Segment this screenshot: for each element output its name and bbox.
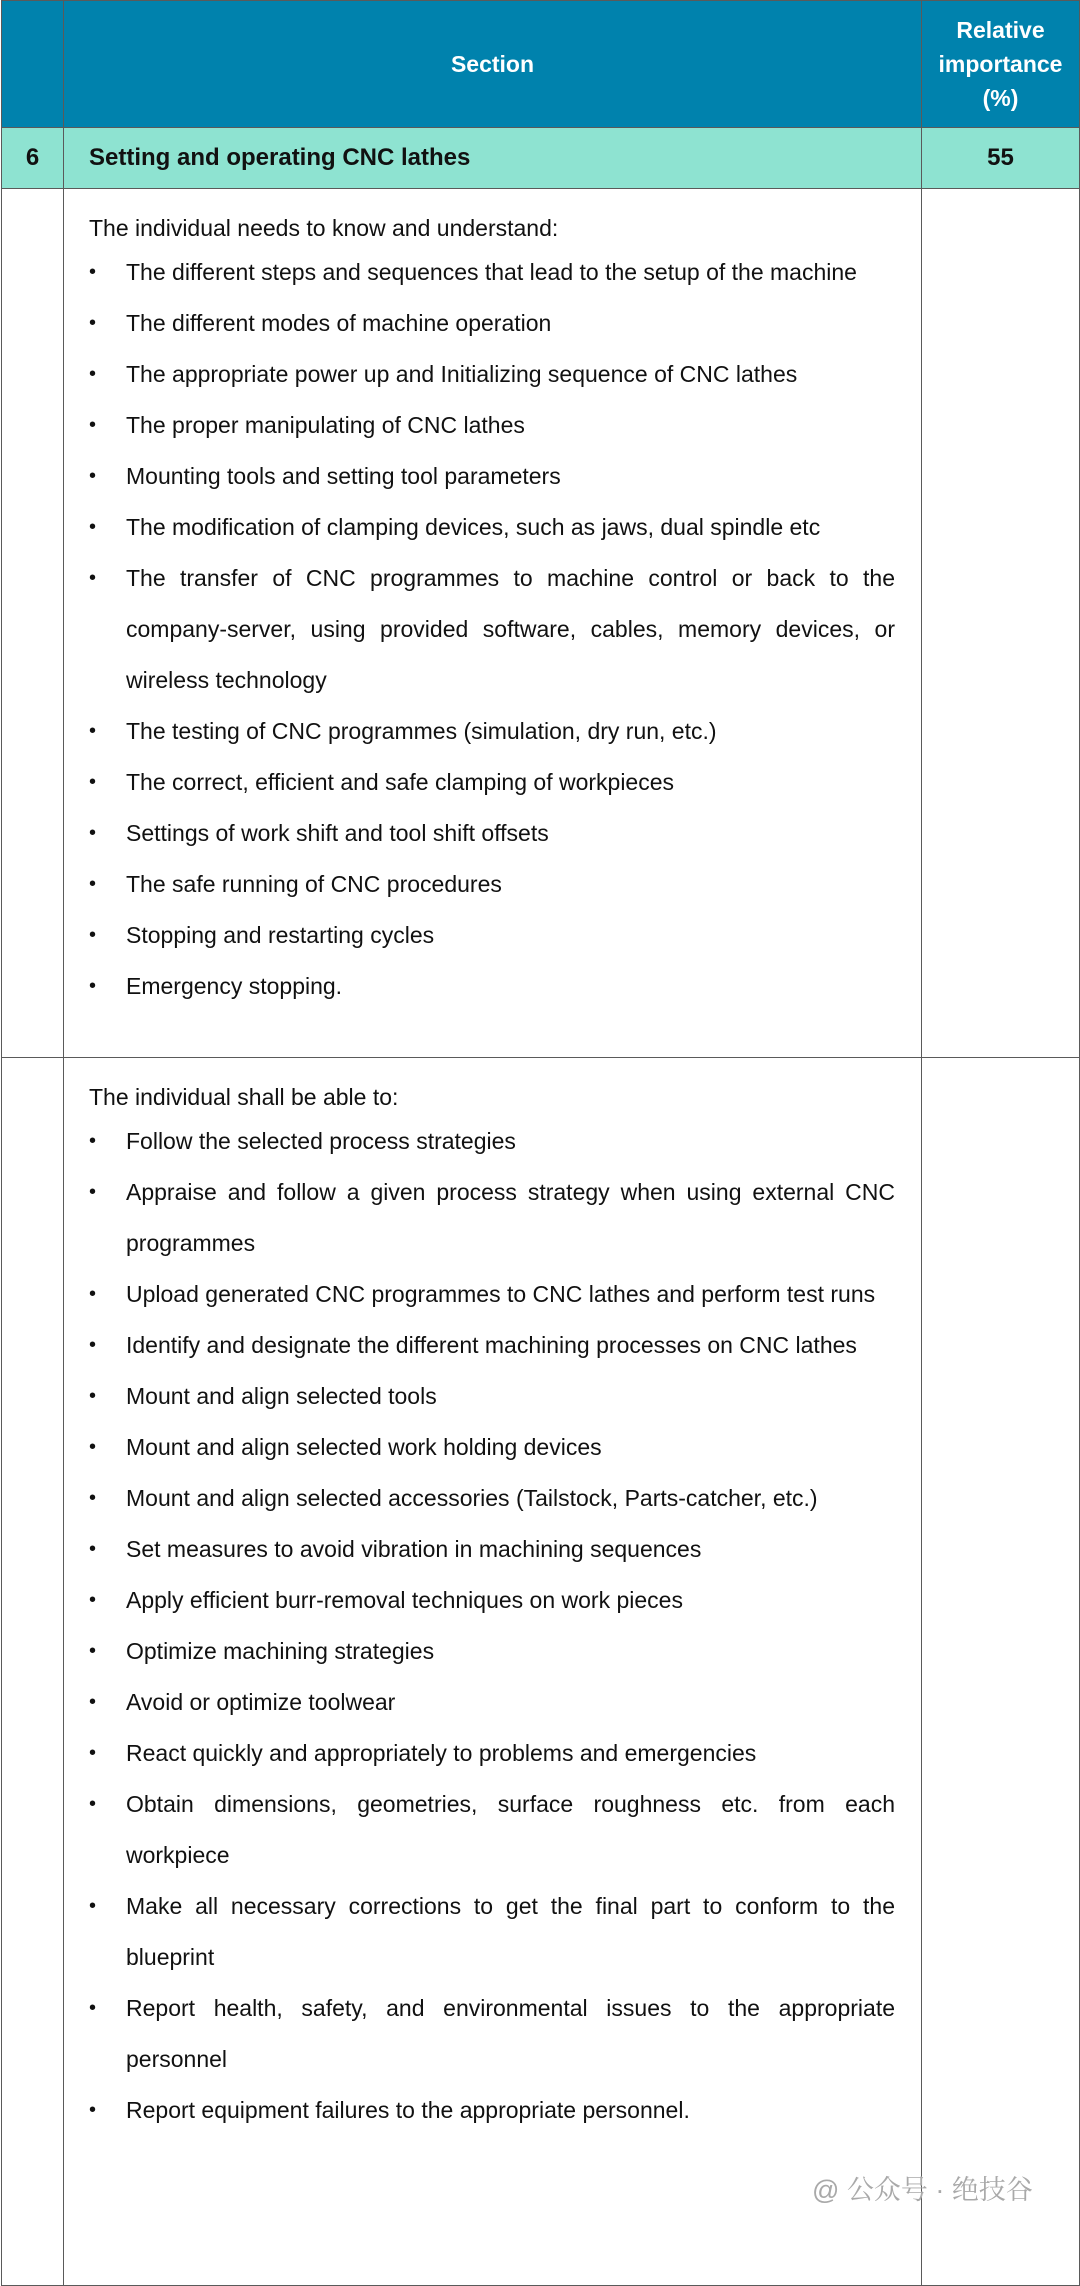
header-row: [2, 1, 1080, 128]
list-item: • The proper manipulating of CNC lathes: [89, 400, 895, 451]
list-item: • Stopping and restarting cycles: [89, 910, 895, 961]
list-item: • The correct, efficient and safe clamping of workpieces: [89, 757, 895, 808]
list-item: • The testing of CNC programmes (simulation, dry run, etc.): [89, 706, 895, 757]
abilities-list: [89, 1116, 895, 2136]
list-item: • The different modes of machine operation: [89, 298, 895, 349]
section-number: 6: [2, 128, 64, 189]
knowledge-row: [2, 189, 1080, 1058]
header-importance-line2: importance: [938, 51, 1063, 77]
abilities-number-cell: [2, 1058, 64, 2286]
list-item: • Mount and align selected work holding devices: [89, 1422, 895, 1473]
list-item: • Emergency stopping.: [89, 961, 895, 1012]
list-item: • React quickly and appropriately to problems and emergencies: [89, 1728, 895, 1779]
list-item: • The transfer of CNC programmes to machine control or back to the company-server, using provided software, cables, memory devices, or wireless technology: [89, 553, 895, 706]
list-item: • Report health, safety, and environmental issues to the appropriate personnel: [89, 1983, 895, 2085]
list-item: • Identify and designate the different machining processes on CNC lathes: [89, 1320, 895, 1371]
watermark: @ 公众号 · 绝技谷: [812, 2175, 1033, 2205]
list-item: • Avoid or optimize toolwear: [89, 1677, 895, 1728]
list-item: • Report equipment failures to the appropriate personnel.: [89, 2085, 895, 2136]
section-row: [2, 128, 1080, 189]
list-item: • Set measures to avoid vibration in machining sequences: [89, 1524, 895, 1575]
list-item: • Obtain dimensions, geometries, surface roughness etc. from each workpiece: [89, 1779, 895, 1881]
section-title: Setting and operating CNC lathes: [64, 128, 922, 189]
list-item: • Optimize machining strategies: [89, 1626, 895, 1677]
list-item: • Mounting tools and setting tool parameters: [89, 451, 895, 502]
list-item: • Appraise and follow a given process strategy when using external CNC programmes: [89, 1167, 895, 1269]
header-number-cell: [2, 1, 64, 128]
section-importance: 55: [922, 128, 1080, 189]
abilities-intro: The individual shall be able to:: [89, 1084, 399, 1110]
list-item: • Upload generated CNC programmes to CNC lathes and perform test runs: [89, 1269, 895, 1320]
list-item: • The different steps and sequences that lead to the setup of the machine: [89, 247, 895, 298]
knowledge-intro: The individual needs to know and understand:: [89, 215, 559, 241]
list-item: • Apply efficient burr-removal techniques on work pieces: [89, 1575, 895, 1626]
list-item: • The modification of clamping devices, such as jaws, dual spindle etc: [89, 502, 895, 553]
list-item: • Make all necessary corrections to get the final part to conform to the blueprint: [89, 1881, 895, 1983]
skills-table: [1, 0, 1080, 2286]
list-item: • The appropriate power up and Initializing sequence of CNC lathes: [89, 349, 895, 400]
knowledge-cell: [64, 189, 922, 1058]
list-item: • Settings of work shift and tool shift offsets: [89, 808, 895, 859]
header-importance-line3: (%): [982, 85, 1019, 111]
header-importance: [922, 1, 1080, 128]
list-item: • Mount and align selected accessories (Tailstock, Parts-catcher, etc.): [89, 1473, 895, 1524]
abilities-row: [2, 1058, 1080, 2286]
abilities-cell: [64, 1058, 922, 2286]
header-importance-line1: Relative: [956, 17, 1045, 43]
list-item: • Follow the selected process strategies: [89, 1116, 895, 1167]
knowledge-importance-cell: [922, 189, 1080, 1058]
list-item: • The safe running of CNC procedures: [89, 859, 895, 910]
abilities-importance-cell: [922, 1058, 1080, 2286]
header-section: Section: [64, 1, 922, 128]
knowledge-number-cell: [2, 189, 64, 1058]
list-item: • Mount and align selected tools: [89, 1371, 895, 1422]
knowledge-list: [89, 247, 895, 1012]
